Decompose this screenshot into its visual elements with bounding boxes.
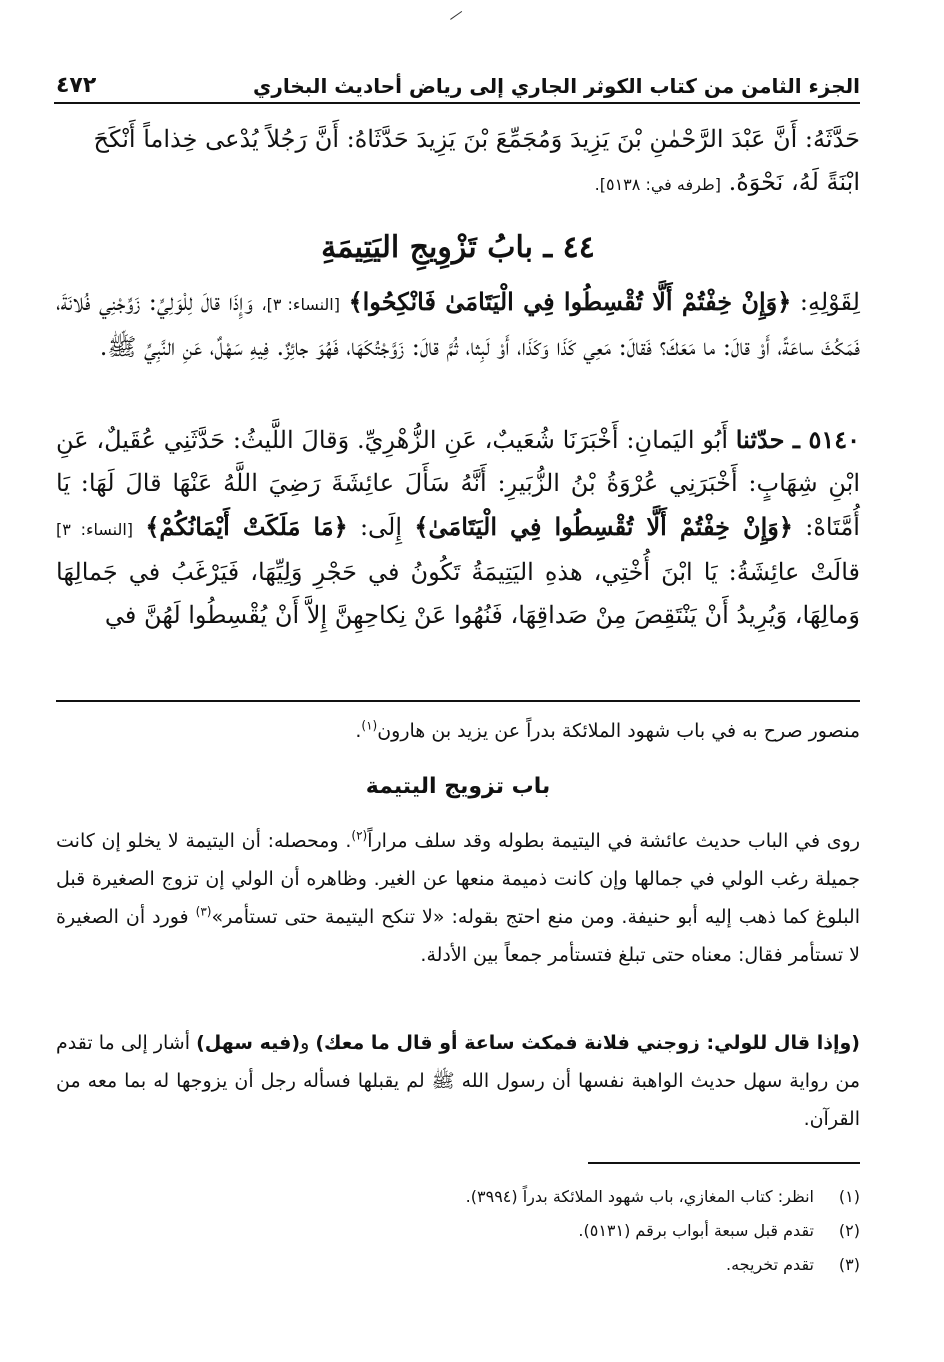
- commentary-paragraph-1: [56, 822, 860, 974]
- footnote: [56, 1248, 860, 1282]
- footnote: [56, 1214, 860, 1248]
- quran-verse-1: ﴿وَإِنْ خِفْتُمْ أَلَّا تُقْسِطُوا فِي الْيَتَامَىٰ﴾: [414, 512, 793, 541]
- text-commentary-divider: [56, 700, 860, 702]
- commentary-carryover: منصور صرح به في باب شهود الملائكة بدراً عن يزيد بن هارون$^{(١)}$.: [355, 718, 860, 742]
- hadith-5140: [56, 418, 860, 637]
- footnote-number: (٣): [838, 1255, 860, 1274]
- chapter-intro: لِقَوْلِهِ:: [799, 288, 860, 316]
- footnote-text: انظر: كتاب المغازي، باب شهود الملائكة بدراً (٣٩٩٤).: [465, 1187, 814, 1206]
- chapter-text-body: وَإِذَا قالَ لِلْوَلِيِّ: زَوِّجْنِي فُلانَةَ، فَمَكُثَ ساعَةً، أَوْ قالَ: ما مَعَكَ؟ فَقالَ: مَعِي كَذَا وَكَذَا، أَوْ لَبِثا، ثُمَّ قالَ: زَوَّجْتُكَهَا، فَهُوَ جائِزٌ. فِيهِ سَهْلٌ، عَنِ النَّبِيِّ ﷺ.: [56, 288, 860, 361]
- commentary-lemma-2: (فيه سهل): [196, 1032, 301, 1054]
- footnote-text: تقدم قبل سبعة أبواب برقم (٥١٣١).: [578, 1221, 814, 1240]
- footnote-text: تقدم تخريجه.: [726, 1255, 814, 1274]
- commentary-p1-a: روى في الباب حديث عائشة في اليتيمة بطوله وقد سلف مراراً: [367, 830, 860, 852]
- hadith-number: ٥١٤٠ ـ حدّثنا: [735, 425, 860, 454]
- carryover-text: منصور صرح به في باب شهود الملائكة بدراً عن يزيد بن هارون: [377, 720, 860, 742]
- top-hadith-text: [56, 118, 860, 206]
- commentary-p1-b: . ومحصله: أن اليتيمة لا يخلو إن كانت جميلة رغب الولي في جمالها وإن كانت ذميمة منعها عن الغير. وظاهره أن الولي إن تزوج الصغيرة قبل البلوغ كما ذهب إليه أبو حنيفة. ومن منع احتج بقوله: «لا تنكح اليتيمة حتى تستأمر»: [56, 830, 860, 928]
- verse-reference: [النساء: ٣]: [56, 520, 134, 539]
- commentary-p2-rest: أشار إلى ما تقدم من رواية سهل حديث الواهبة نفسها أن رسول الله ﷺ لم يقبلها فسأله رجل أن يزوجها له بما معه من القرآن.: [56, 1032, 860, 1130]
- commentary-paragraph-2: [56, 1024, 860, 1138]
- hadith-matn: قالَتْ عائِشَةُ: يَا ابْنَ أُخْتِي، هذهِ اليَتِيمَةُ تَكُونُ في حَجْرِ وَلِيِّهَا، فَيَرْغَبُ في جَمالِهَا وَمالِهَا، وَيُرِيدُ أَنْ يَنْتَقِصَ مِنْ صَداقِهَا، فَنُهُوا عَنْ نِكاحِهِنَّ إِلاَّ أَنْ يُقْسِطُوا لَهُنَّ في: [56, 558, 860, 629]
- commentary-p2-mid: و: [300, 1032, 316, 1054]
- top-text-line2: [56, 161, 860, 206]
- top-text-line1: حَدَّثَهُ: أَنَّ عَبْدَ الرَّحْمٰنِ بْنَ يَزِيدَ وَمُجَمِّعَ بْنَ يَزِيدَ حَدَّثَاهُ: أَنَّ رَجُلاً يُدْعى خِذاماً أَنْكَحَ: [93, 125, 860, 153]
- chapter-text: [56, 280, 860, 369]
- commentary-heading: باب تزويج اليتيمة: [365, 774, 551, 799]
- quran-verse: ﴿وَإِنْ خِفْتُمْ أَلَّا تُقْسِطُوا فِي الْيَتَامَىٰ فَانْكِحُوا﴾: [348, 287, 792, 316]
- verse-reference: [النساء: ٣]،: [261, 295, 340, 314]
- scan-mark: [450, 11, 468, 28]
- cross-reference: [طرفه في: ٥١٣٨].: [594, 175, 721, 194]
- footnote-number: (١): [838, 1187, 860, 1206]
- header-title: الجزء الثامن من كتاب الكوثر الجاري إلى رياض أحاديث البخاري: [253, 74, 860, 98]
- footnote-marker: (١): [361, 718, 378, 733]
- top-text-line2-body: ابْنَةً لَهُ، نَحْوَهُ.: [728, 168, 860, 196]
- page-number: ٤٧٢: [56, 73, 97, 98]
- hadith-isnad: أَبُو اليَمانِ: أَخْبَرَنَا شُعَيبٌ، عَنِ الزُّهْرِيِّ. وَقالَ اللَّيثُ: حَدَّثَنِي عُقَيلٌ، عَنِ ابْنِ شِهَابٍ: أَخْبَرَنِي عُرْوَةُ بْنُ الزُّبَيرِ: أَنَّهُ سَأَلَ عائِشَةَ رَضِيَ اللَّهُ عَنْهَا قالَ لَهَا: يَا أُمَّتَاهْ:: [56, 426, 860, 541]
- running-header: [56, 64, 860, 98]
- footnote-divider: [588, 1162, 860, 1164]
- commentary-lemma-1: (وإذا قال للولي: زوجني فلانة فمكث ساعة أو قال ما معك): [315, 1032, 860, 1054]
- hadith-to: إِلَى:: [359, 513, 403, 541]
- quran-verse-2: ﴿مَا مَلَكَتْ أَيْمَانُكُمْ﴾: [145, 512, 348, 541]
- chapter-heading: ٤٤ ـ بابُ تَزْوِيجِ اليَتِيمَةِ: [321, 230, 595, 265]
- footnotes: [56, 1180, 860, 1282]
- footnote: [56, 1180, 860, 1214]
- commentary-p1-c: فورد أن الصغيرة لا تستأمر فقال: معناه حتى تبلغ فتستأمر جمعاً بين الأدلة.: [56, 906, 860, 966]
- header-divider: [54, 102, 860, 104]
- footnote-marker: (٢): [351, 828, 368, 843]
- footnote-marker: (٣): [195, 904, 212, 919]
- footnote-number: (٢): [838, 1221, 860, 1240]
